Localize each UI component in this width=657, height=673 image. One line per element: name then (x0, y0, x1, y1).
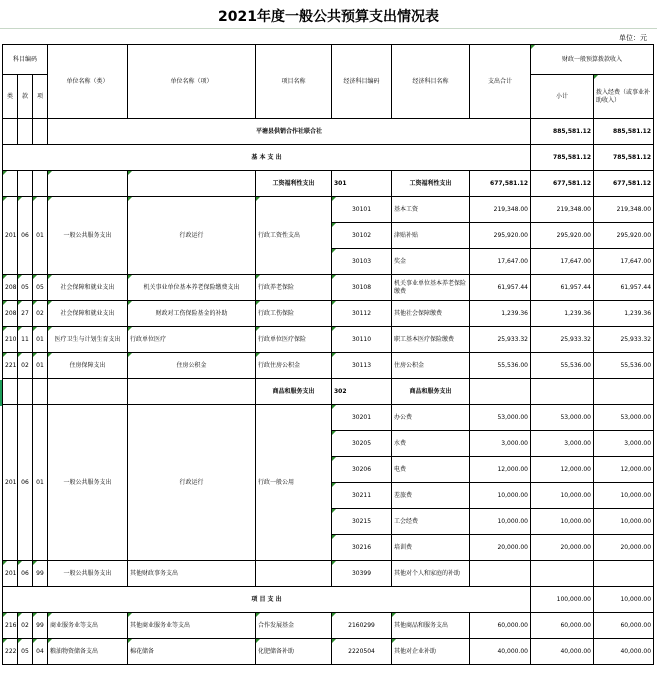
amount-subtotal: 3,000.00 (531, 431, 594, 457)
amount-transfer: 10,000.00 (594, 509, 654, 535)
econ-code: 2220504 (332, 639, 392, 665)
amount-transfer: 295,920.00 (594, 223, 654, 249)
econ-code: 30103 (332, 249, 392, 275)
econ-code: 30110 (332, 327, 392, 353)
header-lei: 类 (3, 75, 18, 119)
econ-name: 培训费 (392, 535, 470, 561)
project-name: 合作发展基金 (256, 613, 332, 639)
amount-total: 219,348.00 (470, 197, 531, 223)
amount-subtotal: 20,000.00 (531, 535, 594, 561)
econ-code: 30108 (332, 275, 392, 301)
code-kuan: 05 (18, 275, 33, 301)
econ-code: 30102 (332, 223, 392, 249)
econ-code: 30201 (332, 405, 392, 431)
amount-transfer: 61,957.44 (594, 275, 654, 301)
project-name: 行政工伤保险 (256, 301, 332, 327)
econ-name: 其他对企业补助 (392, 639, 470, 665)
code-xiang: 04 (33, 639, 48, 665)
code-kuan: 06 (18, 197, 33, 275)
econ-code: 30215 (332, 509, 392, 535)
code-xiang: 01 (33, 353, 48, 379)
header-unit-class: 单位名称（类） (48, 45, 128, 119)
code-kuan: 02 (18, 613, 33, 639)
amount-subtotal: 17,647.00 (531, 249, 594, 275)
econ-code: 30113 (332, 353, 392, 379)
group-name: 工资福利性支出 (392, 171, 470, 197)
unit-item: 财政对工伤保险基金的补助 (128, 301, 256, 327)
code-kuan: 27 (18, 301, 33, 327)
econ-name: 奖金 (392, 249, 470, 275)
code-kuan: 11 (18, 327, 33, 353)
amount-transfer: 3,000.00 (594, 431, 654, 457)
code-kuan: 05 (18, 639, 33, 665)
project-name: 行政一般公用 (256, 405, 332, 561)
econ-name: 机关事业单位基本养老保险缴费 (392, 275, 470, 301)
project-subtotal: 10,000.00 (594, 587, 654, 613)
group-total: 677,581.12 (470, 171, 531, 197)
amount-subtotal: 40,000.00 (531, 639, 594, 665)
amount-subtotal: 60,000.00 (531, 613, 594, 639)
code-lei: 201 (3, 197, 18, 275)
header-total: 支出合计 (470, 45, 531, 119)
econ-code: 2160299 (332, 613, 392, 639)
code-lei: 210 (3, 327, 18, 353)
econ-name: 其他社会保障缴费 (392, 301, 470, 327)
amount-subtotal (531, 561, 594, 587)
group-subtotal: 677,581.12 (531, 171, 594, 197)
unit-item: 其他商业服务业等支出 (128, 613, 256, 639)
header-econ-code: 经济科目编码 (332, 45, 392, 119)
amount-transfer: 20,000.00 (594, 535, 654, 561)
unit-label: 单位：元 (619, 34, 647, 42)
project-name: 行政住房公积金 (256, 353, 332, 379)
unit-class: 社会保障和就业支出 (48, 275, 128, 301)
header-project: 项目名称 (256, 45, 332, 119)
amount-total: 25,933.32 (470, 327, 531, 353)
group-code: 302 (332, 379, 392, 405)
amount-subtotal: 53,000.00 (531, 405, 594, 431)
code-lei: 208 (3, 301, 18, 327)
org-subtotal: 885,581.12 (594, 119, 654, 145)
amount-transfer: 1,239.36 (594, 301, 654, 327)
basic-subtotal: 785,581.12 (594, 145, 654, 171)
header-econ-name: 经济科目名称 (392, 45, 470, 119)
amount-total: 55,536.00 (470, 353, 531, 379)
org-total: 885,581.12 (531, 119, 594, 145)
unit-class: 一般公共服务支出 (48, 405, 128, 561)
amount-transfer: 53,000.00 (594, 405, 654, 431)
project-name: 行政单位医疗保险 (256, 327, 332, 353)
amount-subtotal: 61,957.44 (531, 275, 594, 301)
code-lei: 221 (3, 353, 18, 379)
econ-name: 工会经费 (392, 509, 470, 535)
unit-class: 粮油物资储备支出 (48, 639, 128, 665)
basic-total: 785,581.12 (531, 145, 594, 171)
amount-subtotal: 219,348.00 (531, 197, 594, 223)
amount-total: 10,000.00 (470, 509, 531, 535)
amount-transfer: 219,348.00 (594, 197, 654, 223)
amount-subtotal: 12,000.00 (531, 457, 594, 483)
unit-item: 行政单位医疗 (128, 327, 256, 353)
code-kuan: 06 (18, 561, 33, 587)
amount-transfer: 60,000.00 (594, 613, 654, 639)
code-xiang: 99 (33, 561, 48, 587)
amount-subtotal: 55,536.00 (531, 353, 594, 379)
unit-class: 一般公共服务支出 (48, 561, 128, 587)
econ-name: 水费 (392, 431, 470, 457)
amount-total: 12,000.00 (470, 457, 531, 483)
amount-transfer: 17,647.00 (594, 249, 654, 275)
header-fiscal: 财政一般预算拨款收入 (531, 45, 654, 75)
econ-name: 津贴补贴 (392, 223, 470, 249)
amount-subtotal: 295,920.00 (531, 223, 594, 249)
project-name: 化肥储备补助 (256, 639, 332, 665)
econ-code: 30112 (332, 301, 392, 327)
econ-name: 办公费 (392, 405, 470, 431)
code-lei: 222 (3, 639, 18, 665)
econ-code: 30211 (332, 483, 392, 509)
code-lei: 208 (3, 275, 18, 301)
unit-item: 行政运行 (128, 197, 256, 275)
sheet-top-border (0, 28, 657, 29)
code-kuan: 02 (18, 353, 33, 379)
code-lei: 216 (3, 613, 18, 639)
group-name: 商品和服务支出 (392, 379, 470, 405)
project-name: 行政养老保险 (256, 275, 332, 301)
unit-class: 一般公共服务支出 (48, 197, 128, 275)
page-title: 2021年度一般公共预算支出情况表 (218, 9, 439, 25)
econ-name: 职工基本医疗保险缴费 (392, 327, 470, 353)
amount-subtotal: 10,000.00 (531, 509, 594, 535)
amount-transfer (594, 561, 654, 587)
econ-code: 30101 (332, 197, 392, 223)
econ-name: 其他商品和服务支出 (392, 613, 470, 639)
unit-item: 其他财政事务支出 (128, 561, 256, 587)
code-xiang: 99 (33, 613, 48, 639)
org-name: 平塘县供销合作社联合社 (48, 119, 531, 145)
header-xiang: 项 (33, 75, 48, 119)
econ-code: 30205 (332, 431, 392, 457)
unit-item: 棉花储备 (128, 639, 256, 665)
unit-item: 住房公积金 (128, 353, 256, 379)
amount-total: 61,957.44 (470, 275, 531, 301)
unit-item: 机关事业单位基本养老保险缴费支出 (128, 275, 256, 301)
code-xiang: 01 (33, 327, 48, 353)
amount-subtotal: 1,239.36 (531, 301, 594, 327)
amount-subtotal: 10,000.00 (531, 483, 594, 509)
econ-name: 其他对个人和家庭的补助 (392, 561, 470, 587)
amount-transfer: 25,933.32 (594, 327, 654, 353)
header-transfer: 拨入经费（或事业补助收入） (594, 75, 654, 119)
amount-subtotal: 25,933.32 (531, 327, 594, 353)
project-section-label: 项 目 支 出 (3, 587, 531, 613)
code-lei: 201 (3, 405, 18, 561)
econ-name: 电费 (392, 457, 470, 483)
econ-name: 基本工资 (392, 197, 470, 223)
group-label: 商品和服务支出 (256, 379, 332, 405)
basic-section-label: 基 本 支 出 (3, 145, 531, 171)
amount-total: 60,000.00 (470, 613, 531, 639)
econ-code: 30216 (332, 535, 392, 561)
code-xiang: 01 (33, 405, 48, 561)
econ-name: 差旅费 (392, 483, 470, 509)
amount-transfer: 55,536.00 (594, 353, 654, 379)
amount-total: 17,647.00 (470, 249, 531, 275)
budget-table (2, 44, 654, 665)
econ-code: 30399 (332, 561, 392, 587)
econ-code: 30206 (332, 457, 392, 483)
group-code: 301 (332, 171, 392, 197)
code-lei: 201 (3, 561, 18, 587)
econ-name: 住房公积金 (392, 353, 470, 379)
code-xiang: 05 (33, 275, 48, 301)
unit-item: 行政运行 (128, 405, 256, 561)
unit-class: 医疗卫生与计划生育支出 (48, 327, 128, 353)
code-xiang: 01 (33, 197, 48, 275)
amount-total: 40,000.00 (470, 639, 531, 665)
amount-total: 53,000.00 (470, 405, 531, 431)
code-xiang: 02 (33, 301, 48, 327)
amount-total: 20,000.00 (470, 535, 531, 561)
project-name: 行政工资性支出 (256, 197, 332, 275)
amount-total: 3,000.00 (470, 431, 531, 457)
unit-class: 社会保障和就业支出 (48, 301, 128, 327)
amount-transfer: 12,000.00 (594, 457, 654, 483)
unit-class: 住房保障支出 (48, 353, 128, 379)
header-code-group: 科目编码 (3, 45, 48, 75)
project-name (256, 561, 332, 587)
amount-transfer: 40,000.00 (594, 639, 654, 665)
unit-class: 商业服务业等支出 (48, 613, 128, 639)
amount-total (470, 561, 531, 587)
header-subtotal: 小计 (531, 75, 594, 119)
amount-transfer: 10,000.00 (594, 483, 654, 509)
project-total: 100,000.00 (531, 587, 594, 613)
header-kuan: 款 (18, 75, 33, 119)
amount-total: 295,920.00 (470, 223, 531, 249)
code-kuan: 06 (18, 405, 33, 561)
group-label: 工资福利性支出 (256, 171, 332, 197)
amount-total: 10,000.00 (470, 483, 531, 509)
group-transfer: 677,581.12 (594, 171, 654, 197)
header-unit-item: 单位名称（项） (128, 45, 256, 119)
amount-total: 1,239.36 (470, 301, 531, 327)
